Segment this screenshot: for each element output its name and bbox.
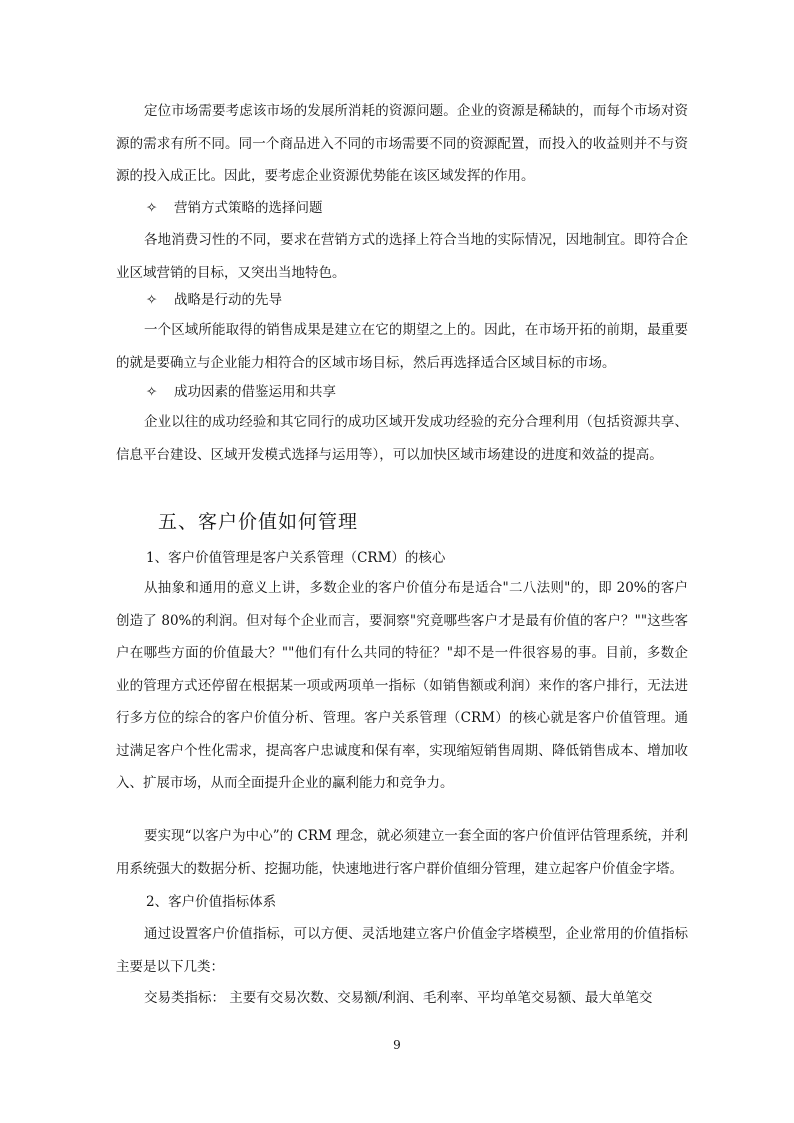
bullet-marketing-method xyxy=(146,192,686,224)
bullet-strategy xyxy=(146,284,686,316)
paragraph-indicator-setup: 通过设置客户价值指标，可以方便、灵活地建立客户价值金字塔模型，企业常用的价值指标主要是以下几类： xyxy=(116,926,688,975)
bullet-label: 成功因素的借鉴运用和共享 xyxy=(174,384,336,400)
bullet-label: 营销方式策略的选择问题 xyxy=(174,200,323,216)
bullet-success-factors xyxy=(146,376,686,408)
paragraph-transaction-indicators: 交易类指标： 主要有交易次数、交易额/利润、毛利率、平均单笔交易额、最大单笔交 xyxy=(144,990,653,1006)
paragraph-experience-sharing: 企业以往的成功经验和其它同行的成功区域开发成功经验的充分合理利用（包括资源共享、信息平台建设、区域开发模式选择与运用等），可以加快区域市场建设的进度和效益的提高。 xyxy=(116,414,688,463)
paragraph-pareto: 从抽象和通用的意义上讲，多数企业的客户价值分布是适合"二八法则"的，即 20%的客户创造了 80%的利润。但对每个企业而言，要洞察"究竟哪些客户才是最有价值的客户？""这些客户在哪些方面的价值最大？""他们有什么共同的特征？"却不是一件很容易的事。目前，多数企业的管理方式还停留在根据某一项或两项单一指标（如销售额或利润）来作的客户排行，无法进行多方位的综合的客户价值分析、管理。客户关系管理（CRM）的核心就是客户价值管理。通过满足客户个性化需求，提高客户忠诚度和保有率，实现缩短销售周期、降低销售成本、增加收入、扩展市场，从而全面提升企业的赢利能力和竞争力。 xyxy=(116,580,688,791)
subheading-value-indicators: 2、客户价值指标体系 xyxy=(146,894,277,910)
page-number: 9 xyxy=(393,1038,401,1052)
paragraph-customer-centric: 要实现“以客户为中心”的 CRM 理念，就必须建立一套全面的客户价值评估管理系统，并利用系统强大的数据分析、挖掘功能，快速地进行客户群价值细分管理，建立起客户价值金字塔。 xyxy=(116,828,688,877)
paragraph-consumption-habits: 各地消费习性的不同，要求在营销方式的选择上符合当地的实际情况，因地制宜。即符合企业区域营销的目标，又突出当地特色。 xyxy=(116,232,688,281)
paragraph-resource-issue: 定位市场需要考虑该市场的发展所消耗的资源问题。企业的资源是稀缺的，而每个市场对资源的需求有所不同。同一个商品进入不同的市场需要不同的资源配置，而投入的收益则并不与资源的投入成正比。因此，要考虑企业资源优势能在该区域发挥的作用。 xyxy=(116,103,688,184)
diamond-bullet-icon: ✧ xyxy=(146,292,158,308)
subheading-crm-core: 1、客户价值管理是客户关系管理（CRM）的核心 xyxy=(146,550,446,566)
paragraph-sales-expectation: 一个区域所能取得的销售成果是建立在它的期望之上的。因此，在市场开拓的前期，最重要的就是要确立与企业能力相符合的区域市场目标，然后再选择适合区域目标的市场。 xyxy=(116,322,688,371)
diamond-bullet-icon: ✧ xyxy=(146,200,158,216)
section-heading: 五、客户价值如何管理 xyxy=(158,511,359,533)
diamond-bullet-icon: ✧ xyxy=(146,384,158,400)
bullet-label: 战略是行动的先导 xyxy=(174,292,282,308)
